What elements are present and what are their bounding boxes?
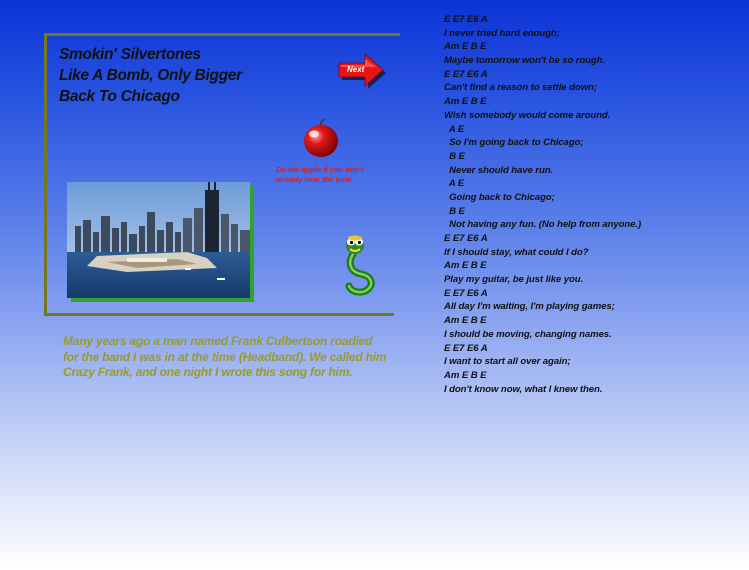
lyric-line: Never should have run. — [444, 164, 554, 176]
lyric-line: I never tried hard enough; — [444, 27, 560, 39]
story-text — [63, 334, 403, 381]
snake-mascot — [343, 234, 385, 296]
city-photo-icon — [67, 182, 250, 298]
lyric-line: Am E B E — [444, 41, 487, 53]
lyric-line: E E7 E6 A — [444, 287, 488, 299]
lyric-line: A E — [444, 123, 465, 135]
story-line: Crazy Frank, and one night I wrote this song for him. — [63, 365, 353, 379]
story-line: for the band I was in at the time (Headband). We called him — [63, 349, 387, 364]
lyric-line: All day I'm waiting, I'm playing games; — [444, 301, 615, 313]
next-button-label: Next — [347, 65, 365, 74]
next-button[interactable] — [338, 52, 388, 92]
lyric-line: If I should stay, what could I do? — [444, 246, 589, 258]
lyric-line: I should be moving, changing names. — [444, 328, 612, 340]
story-line: Many years ago a man named Frank Culbertson roadied — [63, 334, 373, 348]
band-name: Smokin' Silvertones — [59, 46, 201, 63]
lyrics-block — [444, 13, 641, 396]
frame-top-border — [44, 33, 400, 36]
lyric-line: B E — [444, 150, 465, 162]
lyric-line: Am E B E — [444, 315, 487, 327]
lyric-line: Play my guitar, be just like you. — [444, 274, 584, 286]
lyric-line: I don't know now, what I knew then. — [444, 383, 603, 395]
chicago-photo — [67, 182, 250, 298]
lyric-line: Going back to Chicago; — [444, 191, 555, 203]
lyric-line: Am E B E — [444, 369, 487, 381]
lyric-line: B E — [444, 205, 465, 217]
apple-play-button[interactable] — [302, 119, 340, 159]
lyric-line: I want to start all over again; — [444, 356, 571, 368]
lyric-line: Can't find a reason to settle down; — [444, 82, 597, 94]
lyric-line: Am E B E — [444, 260, 487, 272]
lyric-line: Maybe tomorrow won't be so rough. — [444, 55, 606, 67]
lyric-line: So I'm going back to Chicago; — [444, 137, 584, 149]
lyric-line: Am E B E — [444, 96, 487, 108]
lyric-line: A E — [444, 178, 465, 190]
frame-bottom-border — [44, 313, 394, 316]
song-title: Back To Chicago — [59, 88, 180, 105]
frame-left-border — [44, 33, 47, 316]
album-title: Like A Bomb, Only Bigger — [59, 67, 242, 84]
lyric-line: E E7 E6 A — [444, 68, 488, 80]
snake-icon — [343, 234, 385, 296]
apple-icon — [302, 119, 340, 159]
lyric-line: E E7 E6 A — [444, 342, 488, 354]
apple-caption: Do the apple if you don't already hear the tune. — [276, 165, 364, 184]
lyric-line: E E7 E6 A — [444, 233, 488, 244]
lyric-line: E E7 E6 A — [444, 14, 488, 25]
lyric-line: Wish somebody would come around. — [444, 109, 611, 121]
lyric-line: Not having any fun. (No help from anyone.) — [444, 219, 642, 231]
